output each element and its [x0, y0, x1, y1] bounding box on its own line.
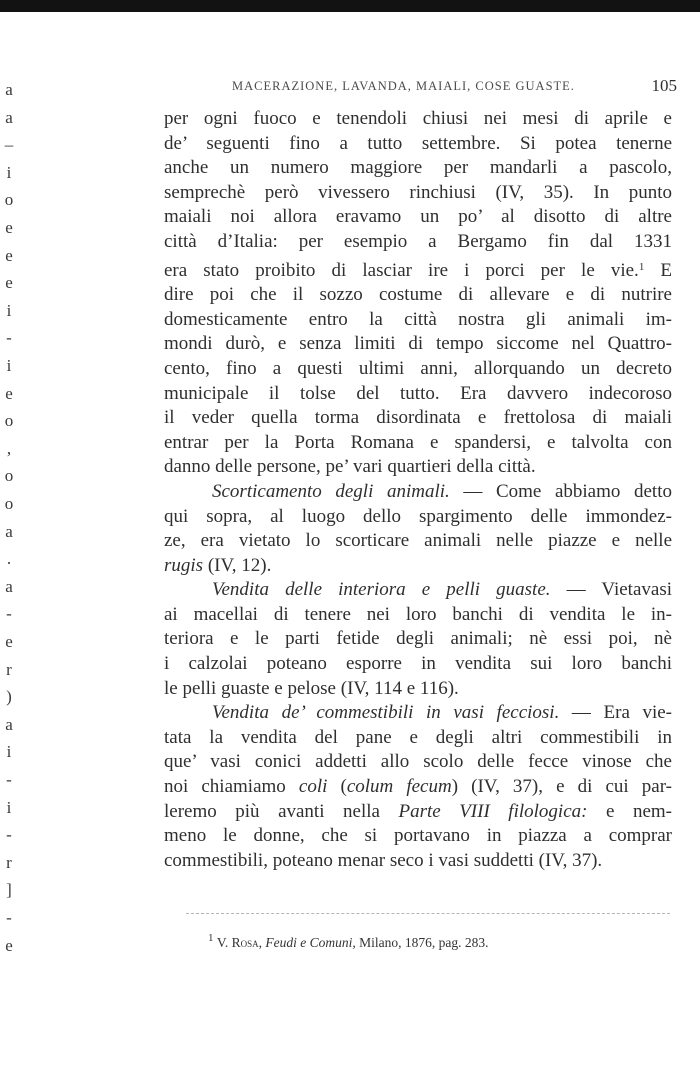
text-run: que’ vasi conici addetti allo scolo delle fecce vinose che — [164, 751, 672, 773]
text-line — [164, 332, 672, 357]
text-line — [164, 181, 672, 206]
text-run: le pelli guaste e pelose (IV, 114 e 116). — [164, 677, 459, 699]
margin-fragment: o — [4, 190, 14, 210]
text-line — [164, 726, 672, 751]
footnote — [208, 932, 489, 951]
footnote-rest: Milano, 1876, pag. 283. — [359, 935, 489, 950]
italic-run: coli — [298, 776, 328, 798]
margin-fragment: - — [6, 770, 12, 789]
margin-fragment: e — [5, 273, 13, 293]
top-scan-band — [0, 0, 700, 12]
text-line — [164, 480, 672, 505]
italic-run: rugis — [164, 554, 204, 576]
margin-fragment: o — [4, 411, 14, 431]
text-run: era stato proibito di lasciar ire i porci per le vie. — [164, 259, 639, 281]
footnote-separator — [186, 913, 670, 914]
text-line — [164, 205, 672, 230]
margin-fragment: - — [6, 604, 12, 624]
margin-fragment: i — [6, 300, 12, 320]
text-run: mondi durò, e senza limiti di tempo siccome nel Quattro- — [164, 333, 672, 355]
footnote-title: Feudi e Comuni, — [265, 935, 356, 950]
text-line — [164, 431, 672, 456]
margin-fragment: e — [5, 935, 13, 955]
text-line — [164, 701, 672, 726]
text-run: danno delle persone, pe’ vari quartieri della città. — [164, 456, 536, 478]
text-line — [164, 627, 672, 652]
margin-fragment: - — [6, 825, 12, 845]
text-run: municipale il tolse del tutto. Era davvero indecoroso — [164, 382, 672, 404]
text-run: qui sopra, al luogo dello spargimento delle immondez- — [164, 505, 672, 527]
text-run: ai macellai di tenere nei loro banchi di vendita le in- — [164, 603, 672, 625]
italic-run: Vendita de’ commestibili in vasi fecciosi. — [212, 702, 560, 724]
text-line — [164, 283, 672, 308]
text-line — [164, 554, 672, 579]
margin-fragment: a — [5, 714, 13, 734]
margin-fragment: ] — [6, 880, 12, 900]
text-line — [164, 230, 672, 255]
text-line — [164, 357, 672, 382]
margin-fragment: o — [4, 494, 14, 513]
margin-fragment: – — [4, 135, 14, 155]
text-line — [164, 255, 672, 284]
text-run: per ogni fuoco e tenendoli chiusi nei mesi di aprile e — [164, 108, 672, 129]
text-run: dire poi che il sozzo costume di allevare e di nutrire — [164, 284, 672, 306]
margin-fragment: ) — [6, 687, 12, 707]
text-run: domesticamente entro la città nostra gli animali im- — [164, 308, 672, 330]
margin-fragment: e — [5, 245, 13, 265]
italic-run: Parte VIII filologica: — [398, 800, 588, 822]
italic-run: colum fecum — [346, 776, 452, 798]
margin-fragment: i — [6, 356, 12, 375]
italic-run: Vendita delle interiora e pelli guaste. — [212, 579, 551, 601]
page-number: 105 — [651, 76, 677, 95]
text-run: entrar per la Porta Romana e spandersi, e talvolta con — [164, 431, 672, 453]
margin-fragment: o — [4, 466, 14, 486]
margin-fragment: e — [5, 632, 13, 651]
running-header — [232, 76, 677, 95]
text-run: e nem- — [587, 800, 672, 822]
text-run: commestibili, poteano menar seco i vasi suddetti (IV, 37). — [164, 849, 603, 871]
text-run: — Vietavasi — [550, 579, 672, 601]
text-run: — Come abbiamo detto — [449, 480, 672, 502]
text-line — [164, 578, 672, 603]
text-run: maiali noi allora eravamo un po’ al disotto di altre — [164, 206, 672, 228]
margin-fragment: i — [6, 742, 12, 762]
text-run: ze, era vietato lo scorticare animali nelle piazze e nelle — [164, 530, 672, 552]
footnote-author: V. Rosa, — [216, 935, 263, 950]
text-line — [164, 107, 672, 132]
text-line — [164, 849, 672, 874]
text-line — [164, 505, 672, 530]
text-run: E — [644, 259, 673, 281]
text-line — [164, 800, 672, 825]
text-run: noi chiamiamo — [164, 776, 299, 798]
footnote-ref: 1 — [638, 260, 645, 273]
text-run: — Era vie- — [559, 702, 673, 724]
text-run: ( — [327, 776, 347, 798]
text-run: semprechè però vivessero rinchiusi (IV, 35). In punto — [164, 181, 672, 203]
text-line — [164, 406, 672, 431]
margin-fragment: r — [6, 852, 12, 872]
margin-fragment: , — [6, 438, 12, 458]
text-run: teriora e le parti fetide degli animali; nè essi poi, nè — [164, 628, 672, 650]
text-line — [164, 529, 672, 554]
margin-fragment: a — [5, 107, 13, 127]
text-run: città d’Italia: per esempio a Bergamo fin dal 1331 — [164, 230, 672, 252]
text-run: ) (IV, 37), e di cui par- — [451, 776, 672, 798]
margin-fragment: i — [6, 797, 12, 817]
text-run: il veder quella torma disordinata e frettolosa di maiali — [164, 407, 672, 429]
margin-fragment: - — [6, 328, 12, 348]
margin-fragment: - — [6, 908, 12, 927]
text-run: i calzolai poteano esporre in vendita sui loro banchi — [164, 653, 672, 675]
margin-fragment: e — [5, 383, 13, 403]
margin-fragment: e — [5, 218, 13, 237]
margin-fragment: a — [5, 521, 13, 541]
text-line — [164, 775, 672, 800]
text-run: meno le donne, che si portavano in piazza a comprar — [164, 825, 672, 847]
footnote-mark: 1 — [208, 932, 214, 944]
page-body — [164, 107, 672, 873]
running-title: MACERAZIONE, LAVANDA, MAIALI, COSE GUASTE. — [232, 79, 575, 93]
text-line — [164, 156, 672, 181]
text-line — [164, 308, 672, 333]
margin-fragment: r — [6, 659, 12, 679]
margin-fragment: i — [6, 162, 12, 182]
margin-fragment: a — [5, 576, 13, 596]
margin-fragment: a — [5, 80, 13, 99]
text-line — [164, 824, 672, 849]
text-run: anche un numero maggiore per mandarli a pascolo, — [164, 157, 672, 179]
margin-fragment: . — [6, 549, 12, 569]
text-line — [164, 603, 672, 628]
text-line — [164, 132, 672, 157]
text-line — [164, 677, 672, 702]
text-run: (IV, 12). — [203, 554, 272, 576]
text-run: cento, fino a questi ultimi anni, allorquando un decreto — [164, 357, 672, 379]
text-run: leremo più avanti nella — [164, 800, 399, 822]
text-line — [164, 382, 672, 407]
italic-run: Scorticamento degli animali. — [212, 480, 450, 502]
text-run: tata la vendita del pane e degli altri commestibili in — [164, 726, 672, 748]
text-run: de’ seguenti fino a tutto settembre. Si potea tenerne — [164, 132, 672, 154]
text-line — [164, 652, 672, 677]
text-line — [164, 455, 672, 480]
text-line — [164, 750, 672, 775]
